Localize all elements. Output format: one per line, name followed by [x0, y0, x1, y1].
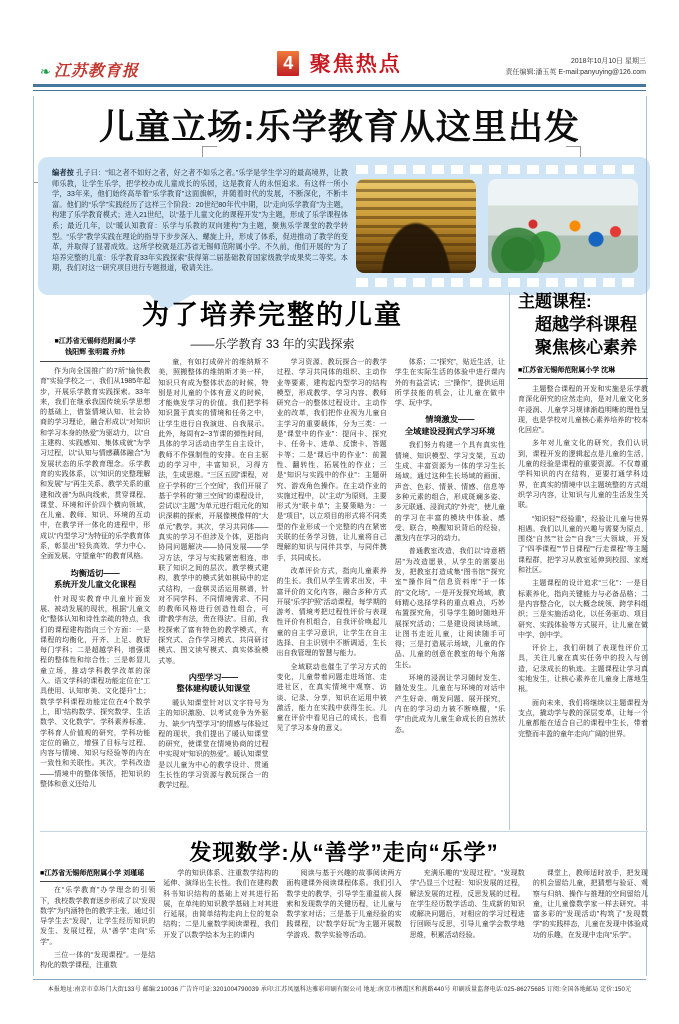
bottom-paragraph: 学的知识体系、注重数学结构的延伸、演绎出生长性。我们在建构教科书知识结构的基础上对其进行拓展，在单纯的知识教学基础上对其进行延展，由简单结构走向上位的复杂结构；二是儿童数学阅读课程，我们开发了以数学绘本为主的课内 — [163, 870, 279, 939]
bottom-paragraph: 充满乐趣的“发现过程”。“发现数学”凸显三个过程：知识发展的过程，解法发展的过程，反思发展的过程。在学生经历数学活动、生成新的知识或解决问题后，对相应的学习过程进行回顾与反思，引导儿童学会数学地思维，积累活动经验。 — [409, 870, 525, 939]
logo-text: 江苏教育报 — [53, 63, 139, 80]
main-article-column-4 — [395, 336, 505, 830]
subhead-warm-cognition: 内型学习—— 整体建构暖认知课堂 — [176, 672, 251, 694]
sidebar-article-byline: ■江苏省无锡师范附属小学 沈琳 — [518, 359, 648, 379]
bottom-article-column-5 — [533, 869, 648, 976]
sidebar-article-title: 主题课程: 超越学科课程 聚焦核心素养 — [518, 292, 637, 357]
main-paragraph: 全域联动也催生了学习方式的变化，儿童带着问题走进场馆、走进社区，在真实情境中观察、访谈、记录、分享，知识在运用中被激活，能力在实践中获得生长。儿童在评价中看见自己的成长，也看见了学习本身的意义。 — [276, 663, 387, 733]
sidebar-paragraph: 主题整合课程的开发和实施是乐学教育深化研究的应然走向，是对儿童文化多年浸润、儿童学习规律渐趋明晰的理性呈现，也是学校对儿童核心素养培养的“校本化回应”。 — [518, 386, 648, 435]
sidebar-article-body — [518, 385, 648, 740]
byline-authors: 钱阳辉 张明霞 乔炜 — [65, 349, 126, 356]
main-article-byline — [40, 336, 150, 362]
concert-hall-photo — [356, 179, 476, 273]
bottom-article-title: 发现数学:从“善学”走向“乐学” — [189, 840, 499, 865]
bottom-article-column-4 — [410, 869, 525, 976]
editor-note-label: 编者按 — [52, 168, 74, 177]
main-article-columns — [40, 336, 505, 830]
banner-headline: 儿童立场:乐学教育从这里出发 — [99, 108, 580, 147]
sidebar-paragraph: “知识轻”“经验重”，经验让儿童与世界相遇。我们以儿童的兴趣与需要为原点，围绕“自然”“社会”“自我”三大领域，开发了“四季课程”“节日课程”“行走课程”等主题课程群，把学习从教室延伸到校园、家庭和社区。 — [518, 515, 648, 575]
main-paragraph: 童，有如打成碎片的维纳斯不美，照搬整体的维纳斯才美一样，知识只有成为整体状态的时候，特别是对儿童的个体有意义的时候，才能焕发学习的价值。我们把学科知识置于真实的情境和任务之中，让学生进行自我演进、自我展示。此外，每周有2~3节课的弹性时间，具体的学习活动由学生自主设计，教师不作强制性的安排。在自主驱动的学习中，丰富知识，习得方法，生成思维。“三区五园”课程，对应于学科的“三个空间”，我们开展了基于学科的“第三空间”的课程设计，尝试以“主题”为单元进行组元化的知识深耕的探索，开展像模像样的“大单元”教学。其次，学习共同体——真实的学习不但涉及个体，更指向协同问题解决——协同发展——学习方法，学习与实践紧密相连，串联了知识之间的层次。教学模式建构，教学中的模式犹如棋局中的定式结构，一盘棋灵活运用棋谱，针对不同学科、不同情境需求、不同的教师风格进行创造性组合，可谓“教学有法，贵在得法”。目前，我校探索了富有特色的教学模式，有探究式、合作学习模式、共同研讨模式、图文读写模式、真实体验模式等。 — [158, 359, 269, 665]
byline-school: ■江苏省无锡师范附属小学 — [54, 338, 136, 345]
main-article-column-2 — [158, 336, 268, 830]
main-paragraph: 环境的浸润让学习随时发生、随处发生。儿童在与环境的对话中产生好奇、萌发问题、展开探究，内在的学习动力被不断唤醒，“乐学”由此成为儿童生命成长的自然状态。 — [394, 675, 505, 734]
filmstrip-sprockets-bottom — [356, 278, 640, 287]
main-paragraph: 作为向全国推广的7所“愉快教育”实验学校之一，我们从1985年起步，开展乐学教育实践探索。33年来，我们在继承我国传统乐学思想的基础上，借鉴情境认知、社会协商的学习理论，融合形成以“对知识和学习本身的热爱”为驱动力，以“自主建构、实践感知、集体成就”为学习过程，以“认知与情感藕体融合”为发展状态的乐学教育理念。乐学教育的实践体系，以“知识的完整理解和发展”与“再生关系、教学关系的重建和改善”为纵向线索，贯穿课程、课堂、环境和评价四个横向领域，在儿童、教师、知识、环境的互动中，在教学评一体化的进程中，形成以“内型学习”为特征的乐学教育体系，彰显出“轻负高效、学力中心、全面发展、守望童年”的教育风格。 — [40, 368, 151, 561]
bottom-paragraph: 阅读与基于兴趣的故事阅读两方面构建课外阅读课程体系。我们引入数学史的教学，引导学生重温前人探索和发现数学的关键历程，让儿童与数学家对话；三是基于儿童经验的实践课程，以“数学好玩”为主题开展数学游戏、数学实验等活动。 — [286, 870, 402, 939]
filmstrip — [356, 165, 640, 287]
bottom-paragraph: 在“乐学教育”办学理念的引领下，我校数学教育逐步形成了以“发现数学”为内涵特色的教学主张，通过引导学生去“发现”，让学生经历知识的发生、发展过程，从“善学”走向“乐学”。 — [40, 887, 156, 946]
left-page-rule — [33, 96, 34, 976]
main-article-column-1 — [40, 336, 150, 830]
sidebar-paragraph: 主题课程的设计追求“三化”：一是目标素养化，指向关键能力与必备品格；二是内容整合化，以大概念统领、跨学科组织；三是实施活动化，以任务驱动、项目研究、实践体验等方式展开，让儿童在做中学、创中学。 — [518, 580, 648, 639]
editor-note-body: 孔子曰：“知之者不如好之者，好之者不如乐之者。”乐学是学生学习的最高境界，让教师乐教，让学生乐学，把学校办成儿童成长的乐园，这是教育人的永恒追求。有这样一所小学，33年来，他们始终高举着“乐学教育”这面旗帜，并随着时代的发展，不断深化，不断丰富。他们的“乐学”实践经历了这样三个阶段：20世纪80年代中期，以“走向乐学教育”为主题，构建了乐学教育模式；进入21世纪，以“基于儿童文化的课程开发”为主题，形成了乐学课程体系；最近几年，以“暖认知教育：乐学与乐教的双向建构”为主题，聚焦乐学课堂的教学转型。“乐学”教学实践在理论的指导下步步深入、螺旋上升，形成了体系，促进推动了教学的变革，并取得了显著成效。这所学校就是江苏省无锡师范附属小学。不久前，他们开展的“为了培养完整的儿童：乐学教育33年实践探索”获得第二届基础教育国家级教学成果奖二等奖。本期，我们对这一研究项目进行专题报道，敬请关注。 — [52, 168, 348, 273]
main-paragraph: 我们努力构建一个具有真实性情境、知识模型、学习支架，互动生成、丰富资源为一体的学习生长场域。通过这种生长场域的画面、声音、色彩、情景、情感、信息等多种元素的组合，形成斑斓多姿、多元联通、浸润式的“外壳”，使儿童的学习在丰富的模块中体验、感受、联合，唤醒知识背后的经验，激发内在学习的动力。 — [394, 442, 505, 543]
bottom-article-byline: ■江苏省无锡师范附属小学 刘瑾瑶 — [40, 869, 155, 882]
sidebar-paragraph: 面向未来，我们将继续以主题课程为支点，撬动学与教的深层变革，让每一个儿童都能在适合自己的课程中生长，带着完整而丰盈的童年走向广阔的世界。 — [518, 699, 648, 738]
masthead-rule — [33, 84, 646, 91]
sidebar-paragraph: 多年对儿童文化的研究，我们认识到，课程开发的逻辑起点是儿童的生活，儿童的经验是课程的重要资源。不仅尊重学科知识的内在结构，更要打通学科边界，在真实的情境中以主题统整的方式组织学习内容，让知识与儿童的生活发生关联。 — [518, 440, 648, 510]
bottom-article-column-2 — [163, 869, 278, 976]
main-paragraph: 暖认知课堂针对以文字符号为主的知识激励、以考试竞争为外驱力、缺少“内型学习”的情感与体验过程的现状，我们提出了暖认知课堂的研究，使课堂在情境协商的过程中实现对“知识的热爱”。暖认知课堂是以儿童为中心的教学设计、贯通生长性的学习资源与教玩探合一的教学过程。 — [158, 699, 269, 790]
section-name: 聚焦热点 — [309, 53, 402, 76]
footer-imprint: 本报地址:南京市草场门大街133号 邮编:210036 广告许可证:3201004790039 承印:江苏凤凰科达雅彩印刷有限公司 地址:南京市栖霞区和燕路440号 印刷质量监督电话:025-86275685 订阅:全国各地邮局 定价:150元 — [33, 979, 646, 993]
bottom-article-columns — [40, 869, 648, 976]
bottom-article-column-3 — [286, 869, 401, 976]
page-number-badge: 4 — [277, 51, 299, 76]
bottom-article-column-1 — [40, 869, 155, 976]
sidebar-divider-rule — [509, 292, 510, 830]
sidebar-paragraph: 评价上，我们研制了表现性评价工具，关注儿童在真实任务中的投入与创造，记录成长的轨迹。主题课程让学习真实地发生，让核心素养在儿童身上落地生根。 — [518, 645, 648, 694]
masthead-dateblock — [505, 56, 646, 78]
subhead-balanced-curriculum: 均衡适切—— 系统开发儿童文化课程 — [54, 568, 137, 590]
main-paragraph: 普通教室改造，我们以“诗意栖居”为改造愿景，从学生的需要出发，把教室打造成集“图书馆”“探究室”“操作间”“信息资料库”于一体的“文化场”。一是开发探究场域，教师精心选择学科的重点难点，巧妙布置探究角，引导学生随时随地开展探究活动；二是建设阅读场域，让图书走近儿童，让阅读随手可得；三是打造展示场域，儿童的作品、儿童的创意在教室的每个角落生长。 — [394, 548, 505, 669]
main-paragraph: 改革评价方式，指向儿童素养的生长。我们从学生需求出发，丰富评价的文化内容，融合多种方式开展“乐学护照”活动课程，每学期的游考、情境考把过程性评价与表现性评价有机组合，自我评价唤起儿童的自主学习意识，让学生在自主选择、自主识别中不断调适，生长出自我管理的智慧与能力。 — [276, 567, 387, 658]
main-article-column-3 — [277, 336, 387, 830]
editor-line: 责任编辑:潘玉英 E-mail:panyuying@126.com — [505, 69, 646, 76]
bottom-section-rule — [40, 831, 648, 832]
filmstrip-sprockets-top — [356, 165, 640, 174]
logo-leaf-icon: ❧ — [40, 64, 52, 79]
bottom-paragraph: 三位一体的“发现课程”。一是结构化的数学课程，注重数 — [40, 952, 156, 970]
main-paragraph: 针对现实教育中儿童片面发展、被动发展的现状，根据“儿童文化”整体认知和诗性亲疏的特点，我们的课程建构指向三个方面：一是课程的均衡化，开齐、上足、教好每门学科；二是超越学科，增强课程的整体性和综合性；三是彰显儿童立场，推动学科教学改革的深入。语文学科的课程功能定位在“工具使用、认知审美、文化提升”上；数学学科课程功能定位在4个数学上，即“结构数学、探究数学、生活数学、文化数学”。学科素养标准、学科育人价值观的研究，学科功能定位的确立，增强了目标与过程、内容与情境、知识与经验等的内在一致性和关联性。其次，学科改造——情境中的整体领悟，把知识的整体和意义还给儿 — [40, 595, 151, 788]
sidebar-article — [518, 290, 648, 830]
classroom-photo — [488, 179, 638, 273]
main-article-subtitle: ——乐学教育 33 年的实践探索 — [190, 337, 355, 351]
date-line: 2018年10月10日 星期三 — [570, 58, 646, 65]
main-paragraph: 体系；二“探究”，贴近生活，让学生在实际生活的体验中进行课内外的有益尝试；三“操作”，提供运用所学技能的机会，让儿童在做中学、玩中学。 — [394, 359, 505, 408]
main-paragraph: 学习资源、教玩探合一的教学过程、学习共同体的组织、主动作业等要素，建构起内型学习的结构模型，形成教学、学习内容、教师研究合一的整体过程设计。主动作业的改革，我们把作业视为儿童自主学习的重要载体，分为三类：一是“课堂中的作业”：提问卡、探究卡、任务卡、进单、反馈卡、答题卡等；二是“课后中的作业”：前置性、翻转性、拓展性的作业；三是“知识与实践中的作业”：主题研究、游戏角色操作。在主动作业的实施过程中，以“主动”为原则，主要形式为“联卡单”；主要策略为：一是“项目”，以立项目的形式将不同类型的作业形成一个完整的内在紧密关联的任务学习链，让儿童将自己理解的知识与同伴共享，与同伴携手，共同成长。 — [276, 359, 387, 562]
editor-note-text — [52, 168, 348, 274]
bottom-paragraph: 课堂上，教师适时放手，把发现的机会留给儿童，把猜想与验证、观察与归纳、操作与推理的空间留给儿童，让儿童像数学家一样去研究。丰富多彩的“发现活动”构筑了“发现数学”的实践样态，儿童在发现中体验成功的乐趣，在发现中走向“乐学”。 — [532, 870, 648, 939]
editor-note-box — [38, 157, 650, 295]
subhead-immersive-environment: 情境激发—— 全域建设浸润式学习环境 — [404, 415, 495, 436]
main-article-title: 为了培养完整的儿童 — [142, 300, 403, 330]
